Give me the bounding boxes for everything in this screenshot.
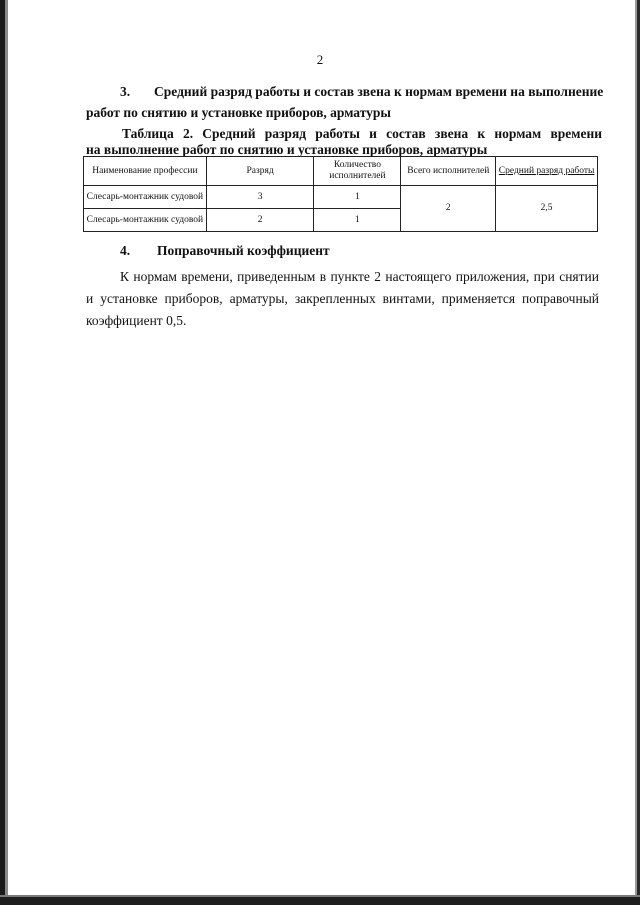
cell-rank: 3 — [206, 186, 314, 209]
table-caption-line2: на выполнение работ по снятию и установке приборов, арматуры — [86, 142, 488, 157]
cell-count: 1 — [314, 209, 401, 232]
crew-composition-table — [83, 156, 598, 232]
cell-profession: Слесарь-монтажник судовой — [84, 209, 207, 232]
correction-paragraph — [86, 266, 599, 332]
table-header-row — [84, 157, 598, 186]
paragraph-line2: и установке приборов, арматуры, закрепленных винтами, применяется поправочный — [86, 291, 599, 306]
header-profession: Наименование профессии — [84, 157, 207, 186]
section-4-title: Поправочный коэффициент — [157, 243, 330, 258]
header-avg-rank-text: Средний разряд работы — [498, 165, 595, 176]
cell-total: 2 — [401, 186, 496, 232]
cell-profession: Слесарь-монтажник судовой — [84, 186, 207, 209]
scan-border-bottom — [0, 897, 640, 905]
header-rank: Разряд — [206, 157, 314, 186]
cell-avg-rank: 2,5 — [496, 186, 598, 232]
section-3-number: 3. — [120, 84, 131, 99]
paragraph-line1: К нормам времени, приведенным в пункте 2 настоящего приложения, при снятии — [120, 269, 599, 284]
header-total: Всего исполнителей — [401, 157, 496, 186]
table-caption — [86, 126, 602, 158]
table-caption-line1: Таблица 2. Средний разряд работы и состав звена к нормам времени — [122, 126, 602, 141]
scan-border-bottom-shade — [0, 895, 640, 897]
cell-rank: 2 — [206, 209, 314, 232]
section-4-number: 4. — [120, 243, 131, 258]
cell-count: 1 — [314, 186, 401, 209]
section-4-heading — [86, 243, 330, 259]
scan-border-right-shade — [635, 0, 637, 905]
paragraph-line3: коэффициент 0,5. — [86, 313, 187, 328]
table-row — [84, 186, 598, 209]
section-3-title-text: Средний разряд работы и состав звена к нормам времени на выполнение — [154, 84, 604, 99]
header-count: Количество исполнителей — [314, 157, 401, 186]
scan-border-left-shade — [5, 0, 8, 905]
header-avg-rank — [496, 157, 598, 186]
section-3-heading — [86, 81, 602, 123]
section-3-title-line1 — [86, 81, 602, 102]
page-number: 2 — [316, 52, 324, 67]
section-3-title-line2: работ по снятию и установке приборов, арматуры — [86, 105, 391, 120]
